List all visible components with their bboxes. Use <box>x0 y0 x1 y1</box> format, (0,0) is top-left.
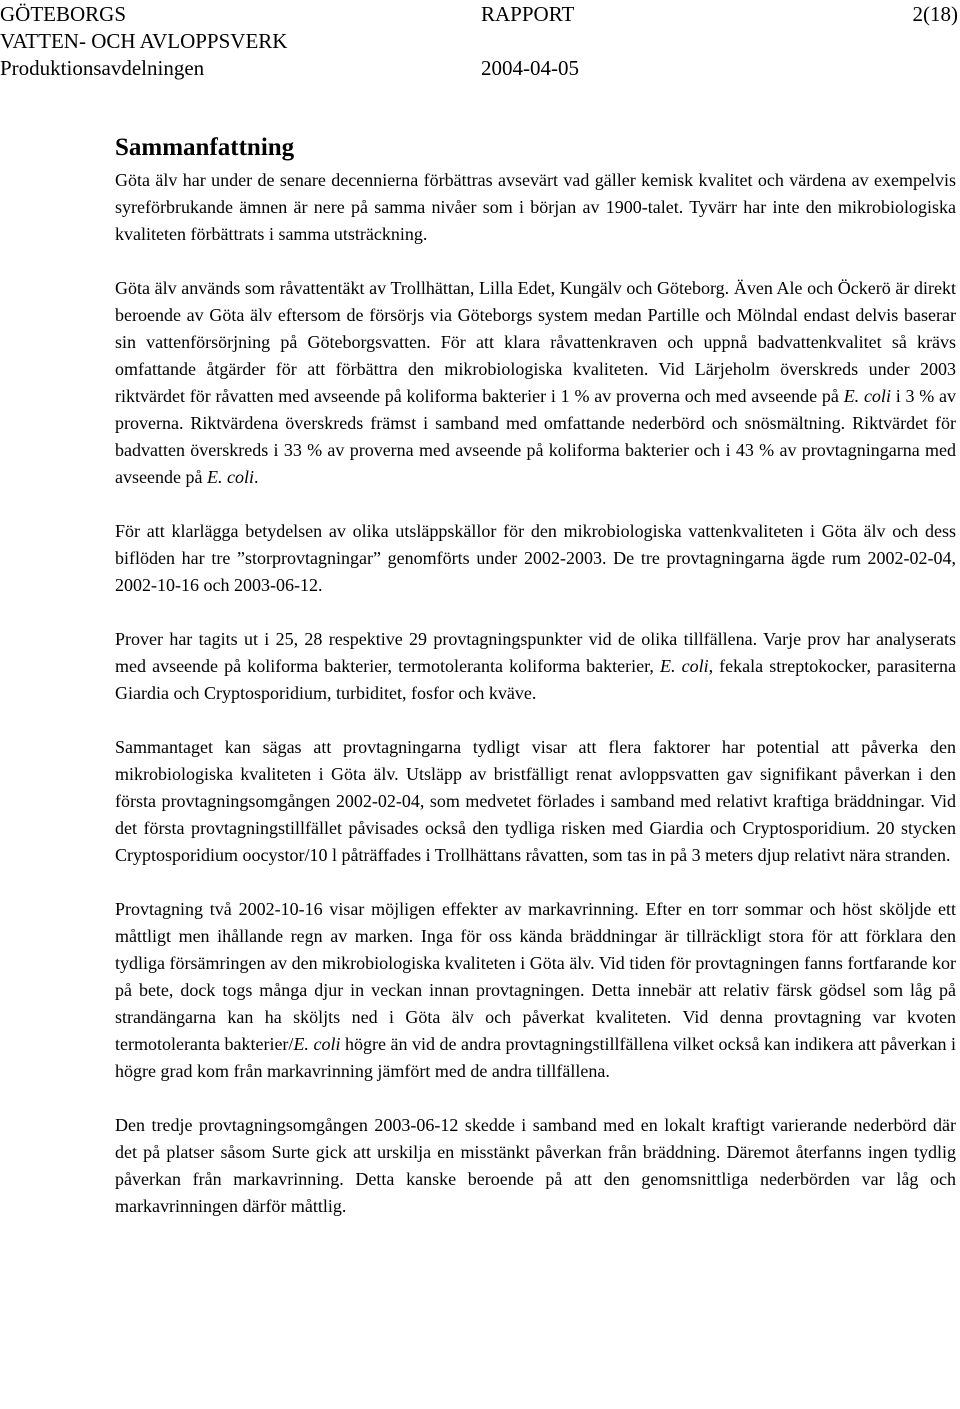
paragraph-5: Sammantaget kan sägas att provtagningarna tydligt visar att flera faktorer har potential att påverka den mikrobiologiska kvaliteten i Göta älv. Utsläpp av bristfälligt renat avloppsvatten gav signifikant påverkan i den första provtagningsomgången 2002-02-04, som medvetet förlades i samband med relativt kraftiga bräddningar. Vid det första provtagningstillfället påvisades också den tydliga risken med Giardia och Cryptosporidium. 20 stycken Cryptosporidium oocystor/10 l påträffades i Trollhättans råvatten, som tas in på 3 meters djup relativt nära stranden. <box>115 737 956 865</box>
header-org-line2: VATTEN- OCH AVLOPPSVERK <box>0 29 288 53</box>
paragraph-2-text-a: Göta älv används som råvattentäkt av Trollhättan, Lilla Edet, Kungälv och Göteborg. Även Ale och Öckerö är direkt beroende av Göta älv eftersom de försörjs via Göteborgs system medan Partille och Mölndal endast delvis baserar sin vattenförsörjning på Göteborgsvatten. För att klara råvattenkraven och uppnå badvattenkvalitet så krävs omfattande åtgärder för att förbättra den mikrobiologiska kvaliteten. Vid Lärjeholm överskreds under 2003 riktvärdet för råvatten med avseende på koliforma bakterier i 1 % av proverna och med avseende på <box>115 278 956 406</box>
ecoli-term: E. coli <box>206 467 254 487</box>
paragraph-4-text-b: , fekala streptokocker, parasiterna Giardia och Cryptosporidium, turbiditet, fosfor och kväve. <box>115 656 956 703</box>
header-page-number: 2(18) <box>912 2 958 26</box>
header-org-line1: GÖTEBORGS <box>0 2 127 26</box>
ecoli-term: E. coli <box>293 1034 341 1054</box>
paragraph-2-text-b: i 3 % av proverna. Riktvärdena överskreds främst i samband med omfattande nederbörd och snösmältning. Riktvärdet för badvatten överskreds i 33 % av proverna med avseende på koliforma bakterier och i 43 % av provtagningarna med avseende på <box>115 386 956 487</box>
paragraph-3: För att klarlägga betydelsen av olika utsläppskällor för den mikrobiologiska vattenkvaliteten i Göta älv och dess biflöden har tre ”storprovtagningar” genomförts under 2002-2003. De tre provtagningarna ägde rum 2002-02-04, 2002-10-16 och 2003-06-12. <box>115 521 956 595</box>
section-title: Sammanfattning <box>115 134 295 161</box>
paragraph-6-text-b: högre än vid de andra provtagningstillfällena vilket också kan indikera att påverkan i högre grad kom från markavrinning jämfört med de andra tillfällena. <box>115 1034 956 1081</box>
paragraph-6-text-a: Provtagning två 2002-10-16 visar möjligen effekter av markavrinning. Efter en torr sommar och höst sköljde ett måttligt men ihållande regn av marken. Inga för oss kända bräddningar är tillräckligt stora för att förklara den tydliga försämringen av den mikrobiologiska kvaliteten i Göta älv. Vid tiden för provtagningen fanns fortfarande kor på bete, dock togs många djur in veckan innan provtagningen. Detta innebär att relativ färsk gödsel som låg på strandängarna kan ha sköljts ned i Göta älv och påverkat kvaliteten. Vid denna provtagning var kvoten termotoleranta bakterier/ <box>115 899 956 1054</box>
paragraph-6 <box>115 896 956 1085</box>
paragraph-2 <box>115 275 956 491</box>
ecoli-term: E. coli <box>843 386 891 406</box>
paragraph-7: Den tredje provtagningsomgången 2003-06-12 skedde i samband med en lokalt kraftigt varierande nederbörd där det på platser såsom Surte gick att urskilja en misstänkt påverkan från bräddning. Däremot återfanns ingen tydlig påverkan från markavrinning. Detta kanske beroende på att den genomsnittliga nederbörden var låg och markavrinningen därför måttlig. <box>115 1115 956 1216</box>
paragraph-2-text-c: . <box>253 467 259 487</box>
header-department: Produktionsavdelningen <box>0 56 205 80</box>
paragraph-4 <box>115 626 956 707</box>
ecoli-term: E. coli <box>660 656 709 676</box>
paragraph-4-text-a: Prover har tagits ut i 25, 28 respektive 29 provtagningspunkter vid de olika tillfällena. Varje prov har analyserats med avseende på koliforma bakterier, termotoleranta koliforma bakterier, <box>115 629 956 676</box>
report-body <box>115 133 956 1220</box>
paragraph-1: Göta älv har under de senare decennierna förbättras avsevärt vad gäller kemisk kvalitet och värdena av exempelvis syreförbrukande ämnen är nere på samma nivåer som i början av 1900-talet. Tyvärr har inte den mikrobiologiska kvaliteten förbättrats i samma utsträckning. <box>115 170 956 244</box>
header-doc-type: RAPPORT <box>481 2 575 26</box>
header-date: 2004-04-05 <box>481 56 579 80</box>
